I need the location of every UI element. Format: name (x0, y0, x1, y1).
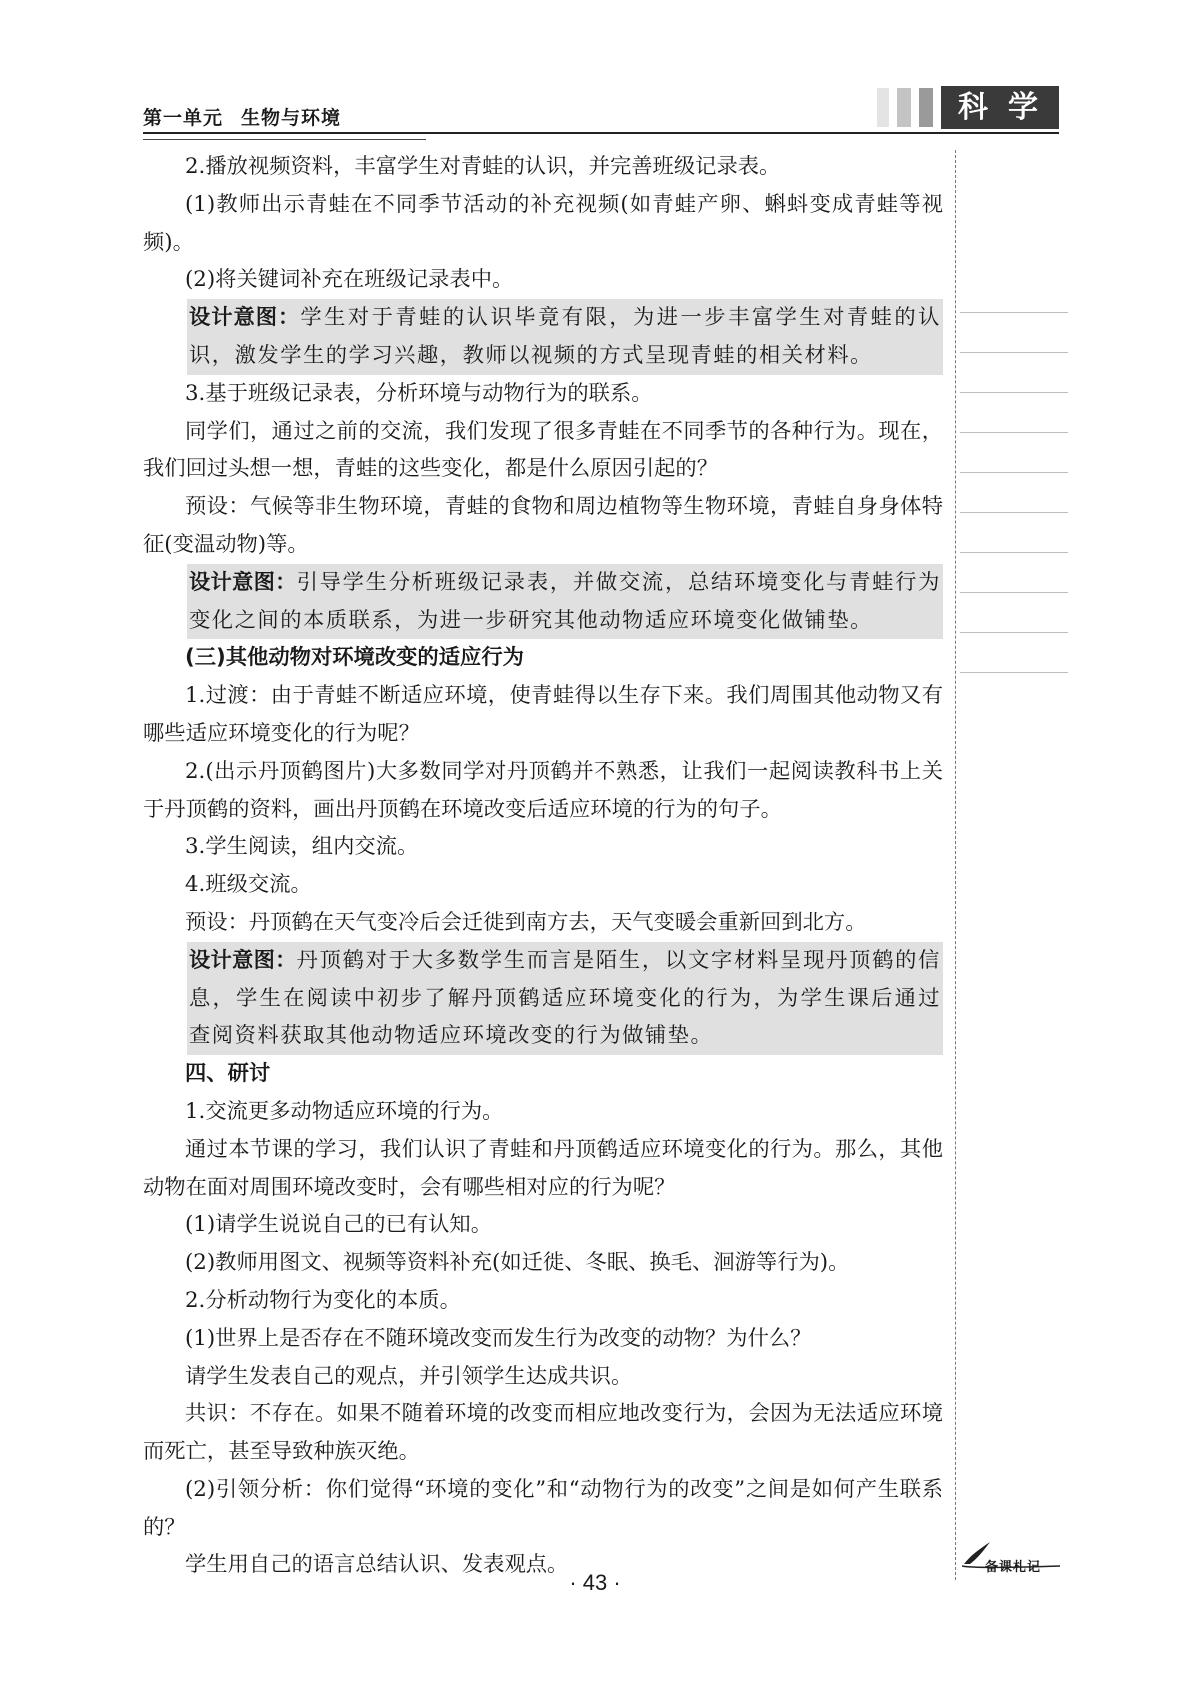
design-intent-box (187, 942, 943, 1055)
section-heading: (三)其他动物对环境改变的适应行为 (185, 645, 524, 671)
paragraph: 请学生发表自己的观点，并引领学生达成共识。 (185, 1363, 633, 1389)
note-line (960, 552, 1068, 553)
paragraph: (1)请学生说说自己的已有认知。 (185, 1212, 493, 1238)
design-intent-label: 设计意图： (189, 569, 297, 595)
paragraph: 2.播放视频资料，丰富学生对青蛙的认识，并完善班级记录表。 (185, 154, 781, 179)
design-intent-box (187, 564, 943, 640)
paragraph: 通过本节课的学习，我们认识了青蛙和丹顶鹤适应环境变化的行为。那么，其他动物在面对周围环境改变时，会有哪些相对应的行为呢？ (143, 1136, 943, 1200)
note-line (960, 672, 1068, 673)
paragraph: 学生用自己的语言总结认识、发表观点。 (185, 1552, 569, 1578)
header-decor-bar (919, 88, 933, 127)
subject-badge: 科学 (941, 86, 1059, 129)
paragraph: (2)将关键词补充在班级记录表中。 (185, 267, 514, 293)
paragraph: 共识：不存在。如果不随着环境的改变而相应地改变行为，会因为无法适应环境而死亡，甚至导致种族灭绝。 (143, 1401, 943, 1465)
design-intent-text: 学生对于青蛙的认识毕竟有限，为进一步丰富学生对青蛙的认识，激发学生的学习兴趣，教师以视频的方式呈现青蛙的相关材料。 (189, 305, 941, 368)
unit-name: 生物与环境 (241, 107, 342, 129)
header-rule (143, 132, 1059, 134)
paragraph: 3.基于班级记录表，分析环境与动物行为的联系。 (185, 380, 653, 406)
section-heading: 四、研讨 (185, 1061, 271, 1087)
paragraph: 3.学生阅读，组内交流。 (185, 834, 419, 860)
paragraph: 同学们，通过之前的交流，我们发现了很多青蛙在不同季节的各种行为。现在，我们回过头想一想，青蛙的这些变化，都是什么原因引起的？ (143, 418, 943, 482)
design-intent-text: 引导学生分析班级记录表，并做交流，总结环境变化与青蛙行为变化之间的本质联系，为进一步研究其他动物适应环境变化做铺垫。 (189, 569, 941, 633)
unit-title (143, 103, 341, 130)
note-line (960, 592, 1068, 593)
design-intent-box (187, 299, 943, 375)
header-subrule (143, 139, 426, 140)
note-line (960, 432, 1068, 433)
note-line (960, 632, 1068, 633)
paragraph: (2)引领分析：你们觉得“环境的变化”和“动物行为的改变”之间是如何产生联系的？ (143, 1476, 943, 1540)
paragraph: 预设：气候等非生物环境，青蛙的食物和周边植物等生物环境，青蛙自身身体特征(变温动物)等。 (143, 494, 943, 557)
note-line (960, 352, 1068, 353)
paragraph: 预设：丹顶鹤在天气变冷后会迁徙到南方去，天气变暖会重新回到北方。 (185, 909, 867, 935)
note-line (960, 472, 1068, 473)
design-intent-label: 设计意图： (189, 305, 301, 331)
note-line (960, 512, 1068, 513)
header-decor-bar (897, 88, 911, 127)
header-decor-bar (877, 88, 889, 127)
note-line (960, 312, 1068, 313)
notes-logo-text: 备课札记 (985, 1560, 1042, 1575)
paragraph: (1)教师出示青蛙在不同季节活动的补充视频(如青蛙产卵、蝌蚪变成青蛙等视频)。 (143, 191, 943, 255)
note-line (960, 392, 1068, 393)
lesson-body (143, 148, 943, 1584)
paragraph: (1)世界上是否存在不随环境改变而发生行为改变的动物？为什么？ (185, 1325, 812, 1351)
paragraph: 4.班级交流。 (185, 872, 312, 898)
design-intent-text: 丹顶鹤对于大多数学生而言是陌生，以文字材料呈现丹顶鹤的信息，学生在阅读中初步了解丹顶鹤适应环境变化的行为，为学生课后通过查阅资料获取其他动物适应环境改变的行为做铺垫。 (189, 947, 941, 1049)
paragraph: 1.交流更多动物适应环境的行为。 (185, 1098, 504, 1124)
paragraph: 2.分析动物行为变化的本质。 (185, 1287, 461, 1313)
paragraph: 2.(出示丹顶鹤图片)大多数同学对丹顶鹤并不熟悉，让我们一起阅读教科书上关于丹顶鹤的资料，画出丹顶鹤在环境改变后适应环境的行为的句子。 (143, 758, 943, 822)
page-number: · 43 · (569, 1570, 621, 1595)
paragraph: (2)教师用图文、视频等资料补充(如迁徙、冬眠、换毛、洄游等行为)。 (185, 1250, 850, 1276)
design-intent-label: 设计意图： (189, 947, 297, 973)
unit-label: 第一单元 (143, 107, 224, 129)
margin-divider (955, 150, 956, 1580)
paragraph: 1.过渡：由于青蛙不断适应环境，使青蛙得以生存下来。我们周围其他动物又有哪些适应环境变化的行为呢？ (143, 683, 943, 746)
